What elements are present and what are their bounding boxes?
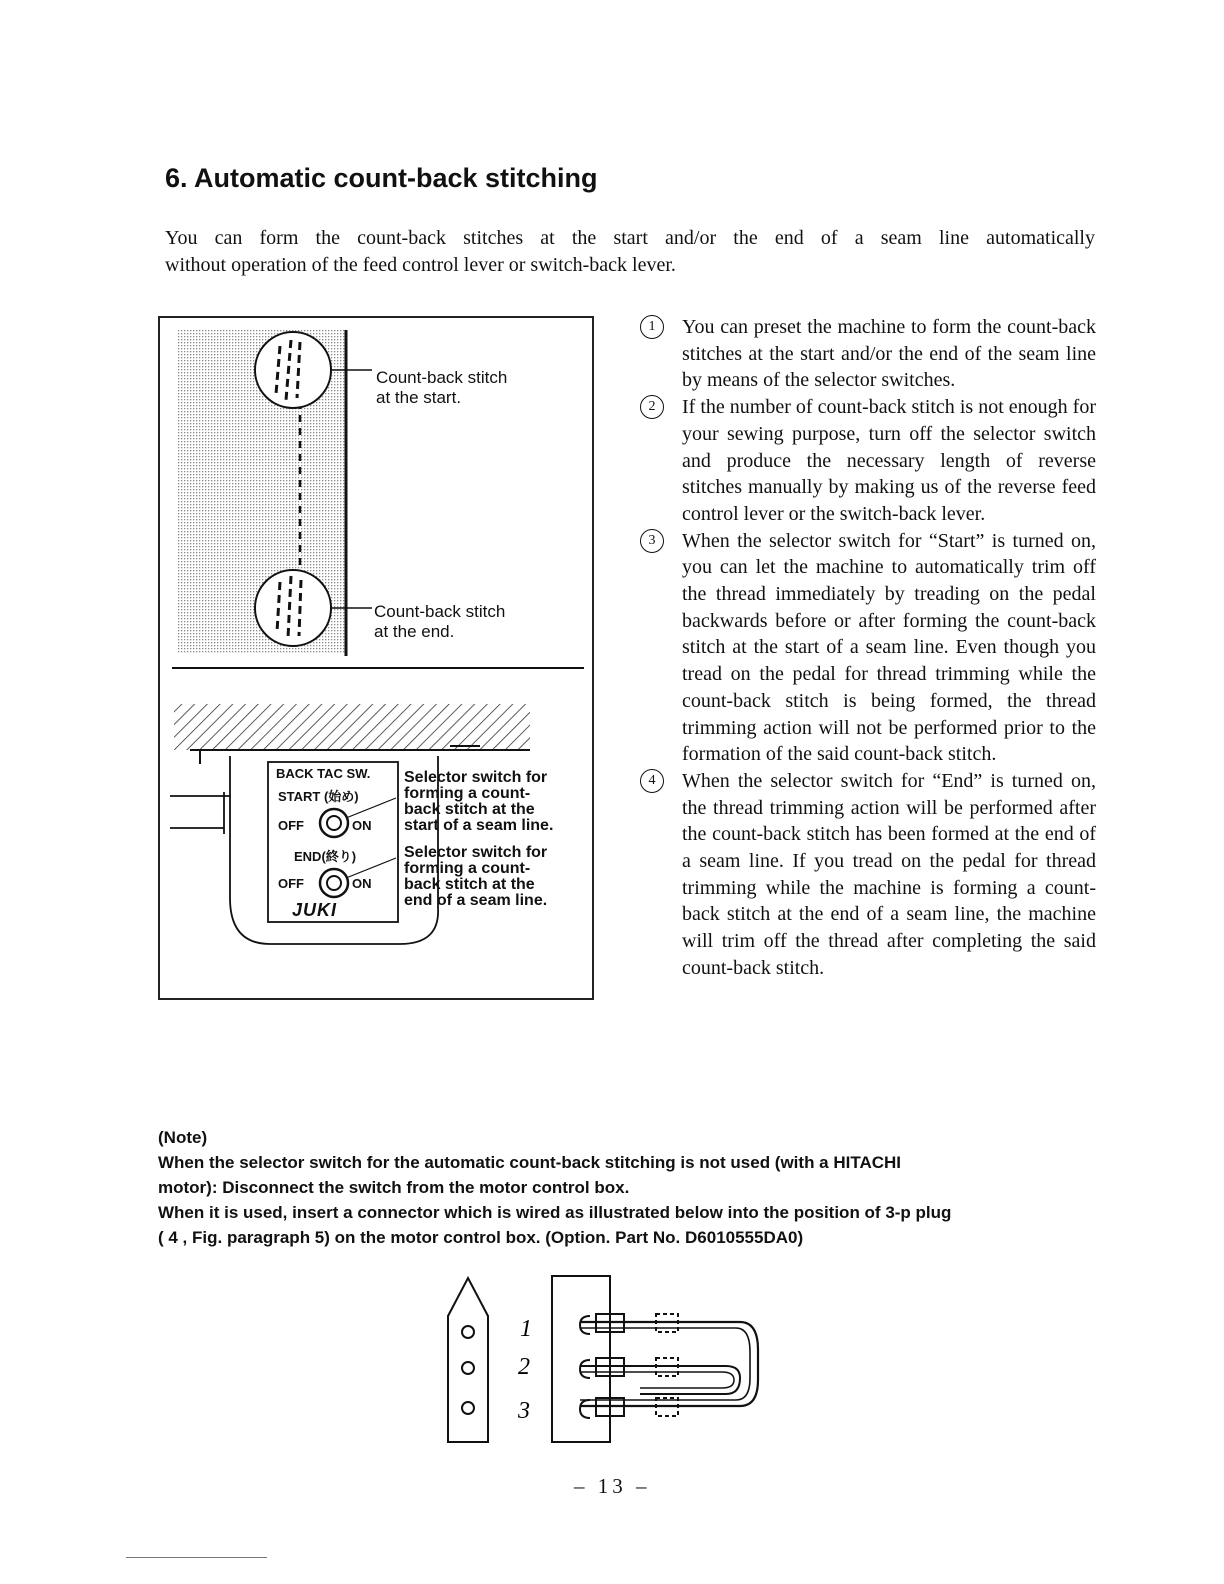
label-end-line-1: Count-back stitch [374, 602, 506, 621]
section-title: 6. Automatic count-back stitching [165, 163, 598, 193]
panel-start-on: ON [352, 818, 372, 833]
panel-start-off: OFF [278, 818, 304, 833]
note-line: ( 4 , Fig. paragraph 5) on the motor control box. (Option. Part No. D6010555DA0) [158, 1228, 804, 1247]
note-line: motor): Disconnect the switch from the motor control box. [158, 1178, 630, 1197]
label-start-line-2: at the start. [376, 388, 462, 407]
intro-line-1: You can form the count-back stitches at the start and/or the end of a seam line automatically [165, 227, 1095, 249]
note-block [158, 1125, 1088, 1250]
step-number: 4 [640, 769, 664, 793]
selector-start-caption [404, 770, 553, 834]
selector-end-line: forming a count- [404, 860, 531, 877]
label-end-line-2: at the end. [374, 622, 455, 641]
step-text: You can preset the machine to form the count-back stitches at the start and/or the end of the seam line by means of the selector switches. [682, 316, 1096, 392]
panel-end-on: ON [352, 876, 372, 891]
stitch-figure [158, 316, 594, 1000]
plug-outline [448, 1278, 488, 1442]
selector-start-line: start of a seam line. [404, 817, 554, 834]
end-switch-knob [320, 869, 348, 897]
step-item [640, 394, 1096, 528]
start-switch-knob [320, 809, 348, 837]
step-text: If the number of count-back stitch is not enough for your sewing purpose, turn off the selector switch and produce the necessary length of reverse stitches manually by making us of the reverse feed control lever or the switch-back lever. [682, 396, 1096, 525]
steps-list [640, 314, 1096, 982]
note-heading: (Note) [158, 1128, 208, 1147]
end-stitch-circle [255, 570, 331, 646]
step-text: When the selector switch for “End” is turned on, the thread trimming action will be performed after the count-back stitch has been formed at the end of a seam line. If you tread on the pedal for thread trimming while the machine is forming a count-back stitch at the end of a seam line, the machine will trim off the thread after completing the said count-back stitch. [682, 769, 1096, 979]
selector-start-line: back stitch at the [404, 801, 535, 818]
page-number: – 13 – [574, 1474, 651, 1498]
label-start-line-1: Count-back stitch [376, 368, 508, 387]
step-item [640, 314, 1096, 394]
connector-wiring-diagram [440, 1270, 780, 1450]
juki-logo: JUKI [292, 900, 338, 920]
pin-label-1: 1 [520, 1316, 532, 1342]
selector-end-caption [404, 845, 547, 909]
footer-rule [126, 1557, 267, 1558]
step-item [640, 768, 1096, 982]
intro-paragraph [165, 225, 1095, 279]
panel-header: BACK TAC SW. [276, 766, 371, 781]
selector-start-line: Selector switch for [404, 769, 548, 786]
pin-label-3: 3 [518, 1398, 530, 1424]
start-stitch-circle [255, 332, 331, 408]
panel-end-off: OFF [278, 876, 304, 891]
step-number: 1 [640, 315, 664, 339]
selector-end-line: Selector switch for [404, 844, 548, 861]
intro-line-2: without operation of the feed control lever or switch-back lever. [165, 254, 676, 276]
step-number: 3 [640, 529, 664, 553]
pin-label-2: 2 [518, 1354, 530, 1380]
selector-start-line: forming a count- [404, 785, 531, 802]
note-line: When the selector switch for the automatic count-back stitching is not used (with a HITACHI [158, 1153, 902, 1172]
step-number: 2 [640, 395, 664, 419]
selector-end-line: end of a seam line. [404, 892, 548, 909]
panel-end-label: END(終り) [294, 849, 357, 864]
note-line: When it is used, insert a connector which is wired as illustrated below into the position of 3-p plug [158, 1203, 952, 1222]
step-item [640, 528, 1096, 768]
step-text: When the selector switch for “Start” is turned on, you can let the machine to automatically trim off the thread immediately by treading on the pedal backwards before or after forming the count-back stitch at the start of a seam line. Even though you tread on the pedal for thread trimming while the count-back stitch is being formed, the thread trimming action will not be performed prior to the formation of the said count-back stitch. [682, 529, 1096, 766]
selector-end-line: back stitch at the [404, 876, 535, 893]
machine-table [174, 704, 530, 750]
panel-start-label: START (始め) [278, 789, 359, 804]
